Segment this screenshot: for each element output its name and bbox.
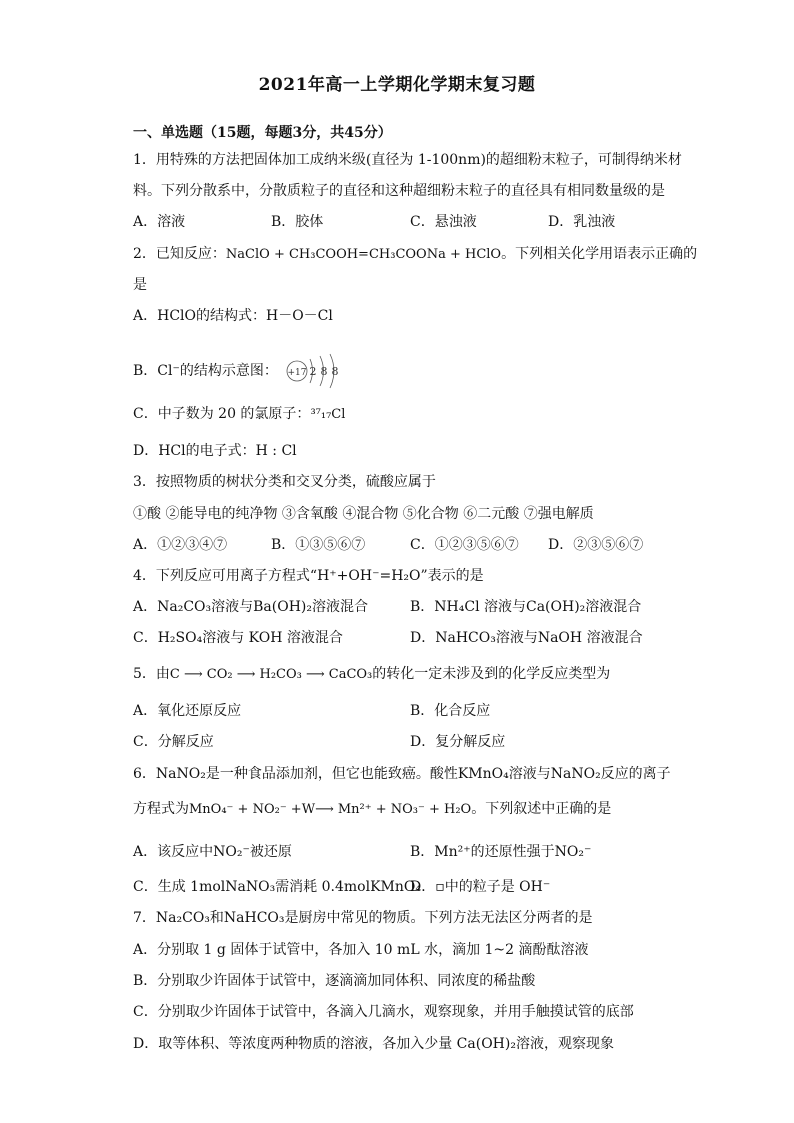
q5-intro-tail: 的转化一定未涉及到的化学反应类型为 <box>372 666 611 682</box>
atom-shell-2: 8 <box>320 365 328 378</box>
q6-equation: MnO₄⁻ + NO₂⁻ +W⟶ Mn²⁺ + NO₃⁻ + H₂O <box>189 802 472 817</box>
q4-option-d: D．NaHCO₃溶液与NaOH 溶液混合 <box>410 630 643 646</box>
q2-option-c <box>133 404 345 425</box>
q1-line2: 料。下列分散系中，分散质粒子的直径和这种超细粉末粒子的直径具有相同数量级的是 <box>133 183 665 199</box>
q2-intro-tail: 。下列相关化学用语表示正确的 <box>501 246 698 262</box>
q4-option-c: C．H₂SO₄溶液与 KOH 溶液混合 <box>133 630 343 646</box>
q6-option-b: B．Mn²⁺的还原性强于NO₂⁻ <box>410 844 592 860</box>
q5-line1 <box>133 664 610 685</box>
q5-option-b: B．化合反应 <box>410 703 491 719</box>
q1-option-a: A．溶液 <box>133 214 186 230</box>
q7-line1: 7．Na₂CO₃和NaHCO₃是厨房中常见的物质。下列方法无法区分两者的是 <box>133 910 593 926</box>
q2-equation: NaClO + CH₃COOH=CH₃COONa + HClO <box>225 247 502 262</box>
q3-line2: ①酸 ②能导电的纯净物 ③含氧酸 ④混合物 ⑤化合物 ⑥二元酸 ⑦强电解质 <box>133 506 594 522</box>
q7-option-d: D．取等体积、等浓度两种物质的溶液，各加入少量 Ca(OH)₂溶液，观察现象 <box>133 1036 614 1052</box>
q6-intro: 方程式为 <box>133 801 189 817</box>
q4-line1: 4．下列反应可用离子方程式“H⁺+OH⁻=H₂O”表示的是 <box>133 568 484 584</box>
q2-intro: 2．已知反应： <box>133 246 226 262</box>
q2-line2: 是 <box>133 277 147 293</box>
q7-option-a: A．分别取 1 g 固体于试管中，各加入 10 mL 水，滴加 1~2 滴酚酞溶液 <box>133 942 589 958</box>
q6-line2 <box>133 799 611 820</box>
q3-line1: 3．按照物质的树状分类和交叉分类，硫酸应属于 <box>133 474 436 490</box>
q1-line1: 1．用特殊的方法把固体加工成纳米级(直径为 1-100nm)的超细粉末粒子，可制得纳米材 <box>133 152 682 168</box>
q1-option-d: D．乳浊液 <box>548 214 616 230</box>
q6-option-c: C．生成 1molNaNO₃需消耗 0.4molKMnO₄ <box>133 879 421 895</box>
q1-option-b: B．胶体 <box>271 214 324 230</box>
q3-option-a: A．①②③④⑦ <box>133 537 228 553</box>
q3-option-d: D．②③⑤⑥⑦ <box>548 537 644 553</box>
q5-option-a: A．氧化还原反应 <box>133 703 242 719</box>
q2-option-b-label: B．Cl⁻的结构示意图： <box>133 363 278 379</box>
chlorine-ion-structure-diagram <box>282 353 344 389</box>
q4-option-a: A．Na₂CO₃溶液与Ba(OH)₂溶液混合 <box>133 599 368 615</box>
atom-shell-3: 8 <box>331 365 339 378</box>
q4-option-b: B．NH₄Cl 溶液与Ca(OH)₂溶液混合 <box>410 599 642 615</box>
q6-intro-tail: 。下列叙述中正确的是 <box>471 801 612 817</box>
q2-option-c-label: C．中子数为 20 的氯原子： <box>133 406 311 422</box>
q6-option-d: D．▫中的粒子是 OH⁻ <box>410 879 551 895</box>
q5-option-c: C．分解反应 <box>133 734 214 750</box>
section-heading: 一、单选题（15题，每题3分，共45分） <box>133 125 392 141</box>
q5-chain: C ⟶ CO₂ ⟶ H₂CO₃ ⟶ CaCO₃ <box>169 667 373 682</box>
q2-option-b <box>133 353 344 389</box>
atom-nucleus-label: +17 <box>287 368 307 378</box>
q3-option-c: C．①②③⑤⑥⑦ <box>410 537 519 553</box>
q5-option-d: D．复分解反应 <box>410 734 506 750</box>
page-title: 2021年高一上学期化学期末复习题 <box>258 75 536 95</box>
atom-shell-1: 2 <box>309 365 317 378</box>
q7-option-b: B．分别取少许固体于试管中，逐滴滴加同体积、同浓度的稀盐酸 <box>133 973 536 989</box>
q3-option-b: B．①③⑤⑥⑦ <box>271 537 366 553</box>
q1-option-c: C．悬浊液 <box>410 214 477 230</box>
q2-option-a: A．HClO的结构式：H－O－Cl <box>133 308 333 324</box>
q6-line1: 6．NaNO₂是一种食品添加剂，但它也能致癌。酸性KMnO₄溶液与NaNO₂反应的离子 <box>133 766 671 782</box>
q7-option-c: C．分别取少许固体于试管中，各滴入几滴水，观察现象，并用手触摸试管的底部 <box>133 1004 634 1020</box>
chlorine-isotope: ³⁷₁₇Cl <box>310 407 346 422</box>
q6-option-a: A．该反应中NO₂⁻被还原 <box>133 844 292 860</box>
q2-option-d: D．HCl的电子式：H : Cl <box>133 443 297 459</box>
q2-line1 <box>133 244 697 265</box>
q5-intro: 5．由 <box>133 666 170 682</box>
